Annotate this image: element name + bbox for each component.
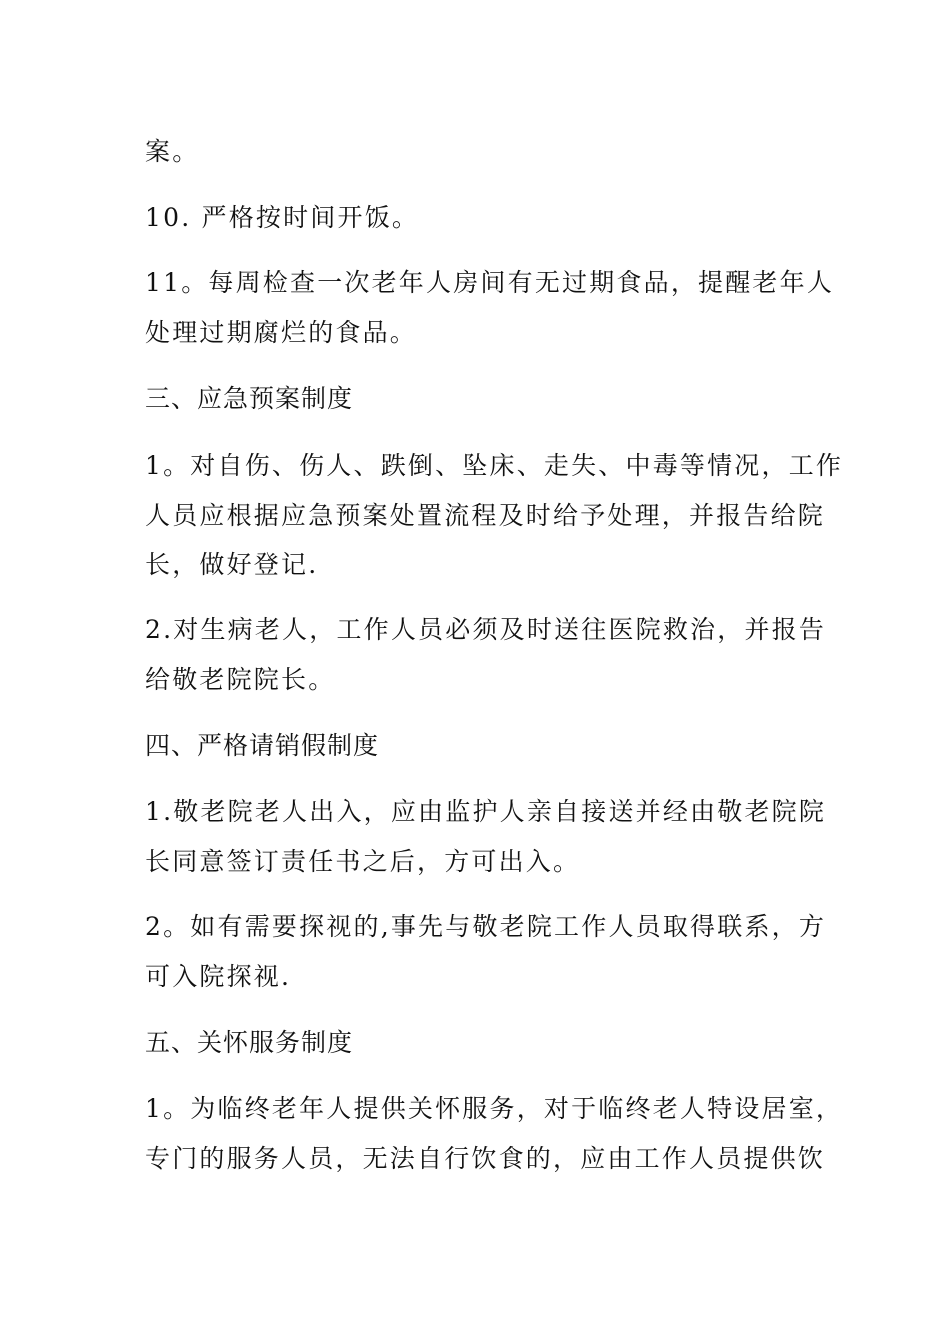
paragraph-line: 处理过期腐烂的食品。 — [145, 318, 418, 347]
paragraph-line: 2。如有需要探视的,事先与敬老院工作人员取得联系，方 — [145, 912, 827, 941]
paragraph-line: 1.敬老院老人出入，应由监护人亲自接送并经由敬老院院 — [145, 797, 827, 826]
section-heading: 三、应急预案制度 — [145, 384, 354, 413]
paragraph-line: 可入院探视. — [145, 962, 292, 991]
paragraph-line: 人员应根据应急预案处置流程及时给予处理，并报告给院 — [145, 501, 826, 530]
paragraph-line: 1。为临终老年人提供关怀服务，对于临终老人特设居室， — [145, 1094, 844, 1123]
paragraph-line: 10. 严格按时间开饭。 — [145, 203, 420, 232]
paragraph-line: 专门的服务人员，无法自行饮食的，应由工作人员提供饮 — [145, 1144, 826, 1173]
section-heading: 五、关怀服务制度 — [145, 1028, 354, 1057]
paragraph-line: 给敬老院院长。 — [145, 665, 336, 694]
paragraph-line: 1。对自伤、伤人、跌倒、坠床、走失、中毒等情况，工作 — [145, 451, 844, 480]
paragraph-line: 长，做好登记. — [145, 550, 319, 579]
section-heading: 四、严格请销假制度 — [145, 731, 380, 760]
paragraph-line: 案。 — [145, 137, 200, 166]
paragraph-line: 11。每周检查一次老年人房间有无过期食品，提醒老年人 — [145, 268, 835, 297]
paragraph-line: 长同意签订责任书之后，方可出入。 — [145, 847, 581, 876]
paragraph-line: 2.对生病老人，工作人员必须及时送往医院救治，并报告 — [145, 615, 827, 644]
